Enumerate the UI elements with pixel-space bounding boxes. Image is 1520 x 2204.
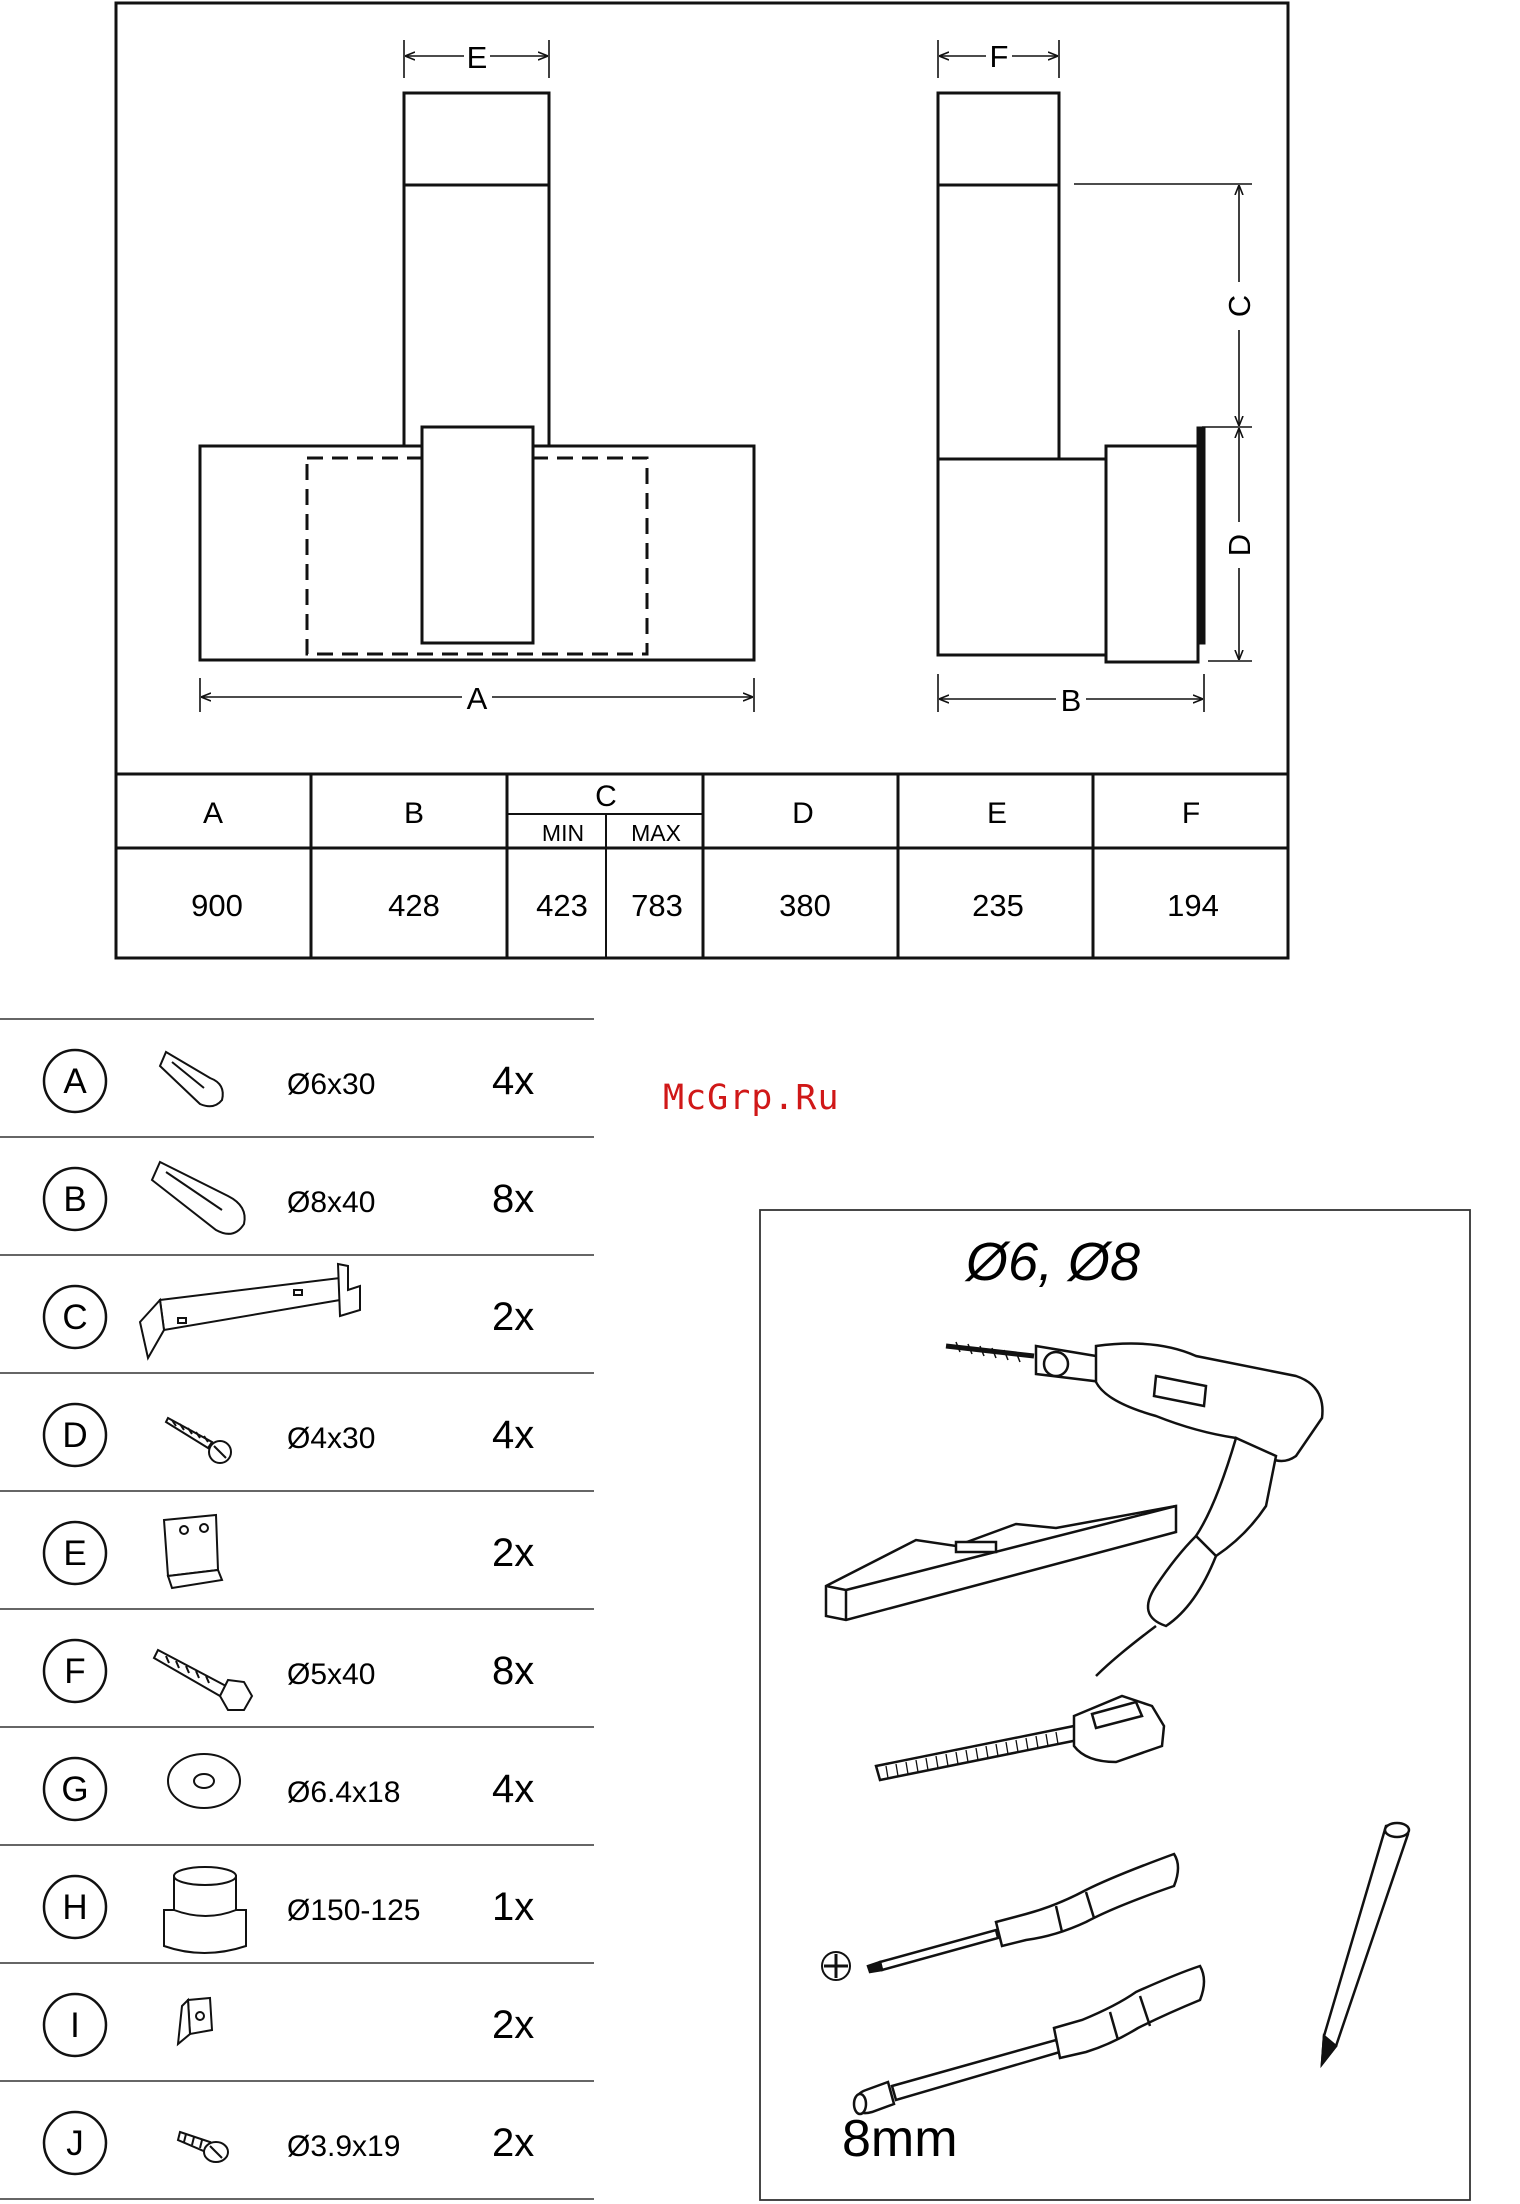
part-size: Ø6.4x18 <box>287 1776 401 1809</box>
front-view <box>200 93 754 660</box>
part-qty: 2x <box>492 1531 535 1575</box>
part-row <box>44 1867 534 1953</box>
table-header-f: F <box>1181 797 1201 830</box>
tools-panel <box>756 1206 1476 2204</box>
table-value-e: 235 <box>972 888 1024 923</box>
dimension-label-c: C <box>1222 294 1257 318</box>
part-qty: 2x <box>492 2003 535 2047</box>
phillips-screwdriver-icon <box>868 1854 1178 1972</box>
socket-size: 8mm <box>842 2110 958 2168</box>
table-subheader-max: MAX <box>631 820 681 846</box>
clip-icon <box>178 1998 212 2044</box>
part-row <box>44 1640 534 1710</box>
part-qty: 4x <box>492 1413 535 1457</box>
phillips-symbol-icon <box>822 1952 850 1980</box>
part-row <box>44 2112 534 2174</box>
part-qty: 2x <box>492 1295 535 1339</box>
dimension-label-d: D <box>1222 533 1257 557</box>
part-row <box>44 1264 534 1358</box>
table-header-d: D <box>792 797 814 830</box>
part-letter: J <box>66 2124 84 2163</box>
dimension-label-a: A <box>466 681 488 716</box>
table-value-c-min: 423 <box>536 888 588 923</box>
part-qty: 4x <box>492 1059 535 1103</box>
table-value-a: 900 <box>191 888 243 923</box>
table-value-f: 194 <box>1167 888 1219 923</box>
part-letter: I <box>70 2006 80 2045</box>
parts-list <box>0 1010 600 2204</box>
part-size: Ø5x40 <box>287 1658 376 1691</box>
part-size: Ø150-125 <box>287 1894 421 1927</box>
part-qty: 8x <box>492 1649 535 1693</box>
hex-bolt-icon <box>154 1650 252 1710</box>
drill-icon <box>946 1342 1322 1676</box>
dimensions-table <box>116 774 1288 958</box>
part-row <box>44 1754 534 1820</box>
part-size: Ø6x30 <box>287 1068 376 1101</box>
part-qty: 2x <box>492 2121 535 2165</box>
small-screw-icon <box>178 2132 228 2162</box>
table-value-b: 428 <box>388 888 440 923</box>
part-row <box>44 1404 534 1466</box>
side-view <box>938 93 1204 662</box>
nut-driver-icon <box>854 1966 1204 2114</box>
part-row <box>44 1515 534 1588</box>
part-size: Ø4x30 <box>287 1422 376 1455</box>
part-row <box>44 1994 534 2056</box>
table-header-c: C <box>595 780 617 813</box>
part-letter: G <box>61 1770 89 1809</box>
part-qty: 8x <box>492 1177 535 1221</box>
wall-plug-small-icon <box>160 1052 223 1106</box>
mounting-bracket-icon <box>140 1264 360 1358</box>
part-letter: C <box>62 1298 88 1337</box>
part-row <box>44 1162 534 1234</box>
table-subheader-min: MIN <box>541 820 585 846</box>
spirit-level-icon <box>826 1506 1176 1620</box>
table-header-b: B <box>403 797 425 830</box>
part-qty: 4x <box>492 1767 535 1811</box>
dimension-diagram <box>0 0 1520 980</box>
part-letter: F <box>64 1652 86 1691</box>
wood-screw-icon <box>166 1418 231 1463</box>
wall-plug-large-icon <box>152 1162 245 1234</box>
dimension-label-e: E <box>466 40 488 75</box>
part-qty: 1x <box>492 1885 535 1929</box>
part-letter: B <box>63 1180 87 1219</box>
drill-bit-sizes: Ø6, Ø8 <box>966 1232 1141 1292</box>
part-letter: D <box>62 1416 88 1455</box>
table-header-e: E <box>986 797 1008 830</box>
part-size: Ø3.9x19 <box>287 2130 401 2163</box>
dimension-label-b: B <box>1060 683 1082 718</box>
table-header-a: A <box>202 797 224 830</box>
dimension-label-f: F <box>989 39 1009 74</box>
tape-measure-icon <box>876 1696 1164 1780</box>
table-value-c-max: 783 <box>631 888 683 923</box>
part-letter: A <box>63 1062 87 1101</box>
part-size: Ø8x40 <box>287 1186 376 1219</box>
pencil-icon <box>1322 1823 1409 2064</box>
part-letter: E <box>63 1534 87 1573</box>
part-row <box>44 1050 534 1112</box>
table-value-d: 380 <box>779 888 831 923</box>
watermark: McGrp.Ru <box>663 1078 840 1118</box>
reducer-ring-icon <box>164 1867 246 1953</box>
washer-icon <box>168 1754 240 1808</box>
hook-bracket-icon <box>164 1515 222 1588</box>
part-letter: H <box>62 1888 88 1927</box>
